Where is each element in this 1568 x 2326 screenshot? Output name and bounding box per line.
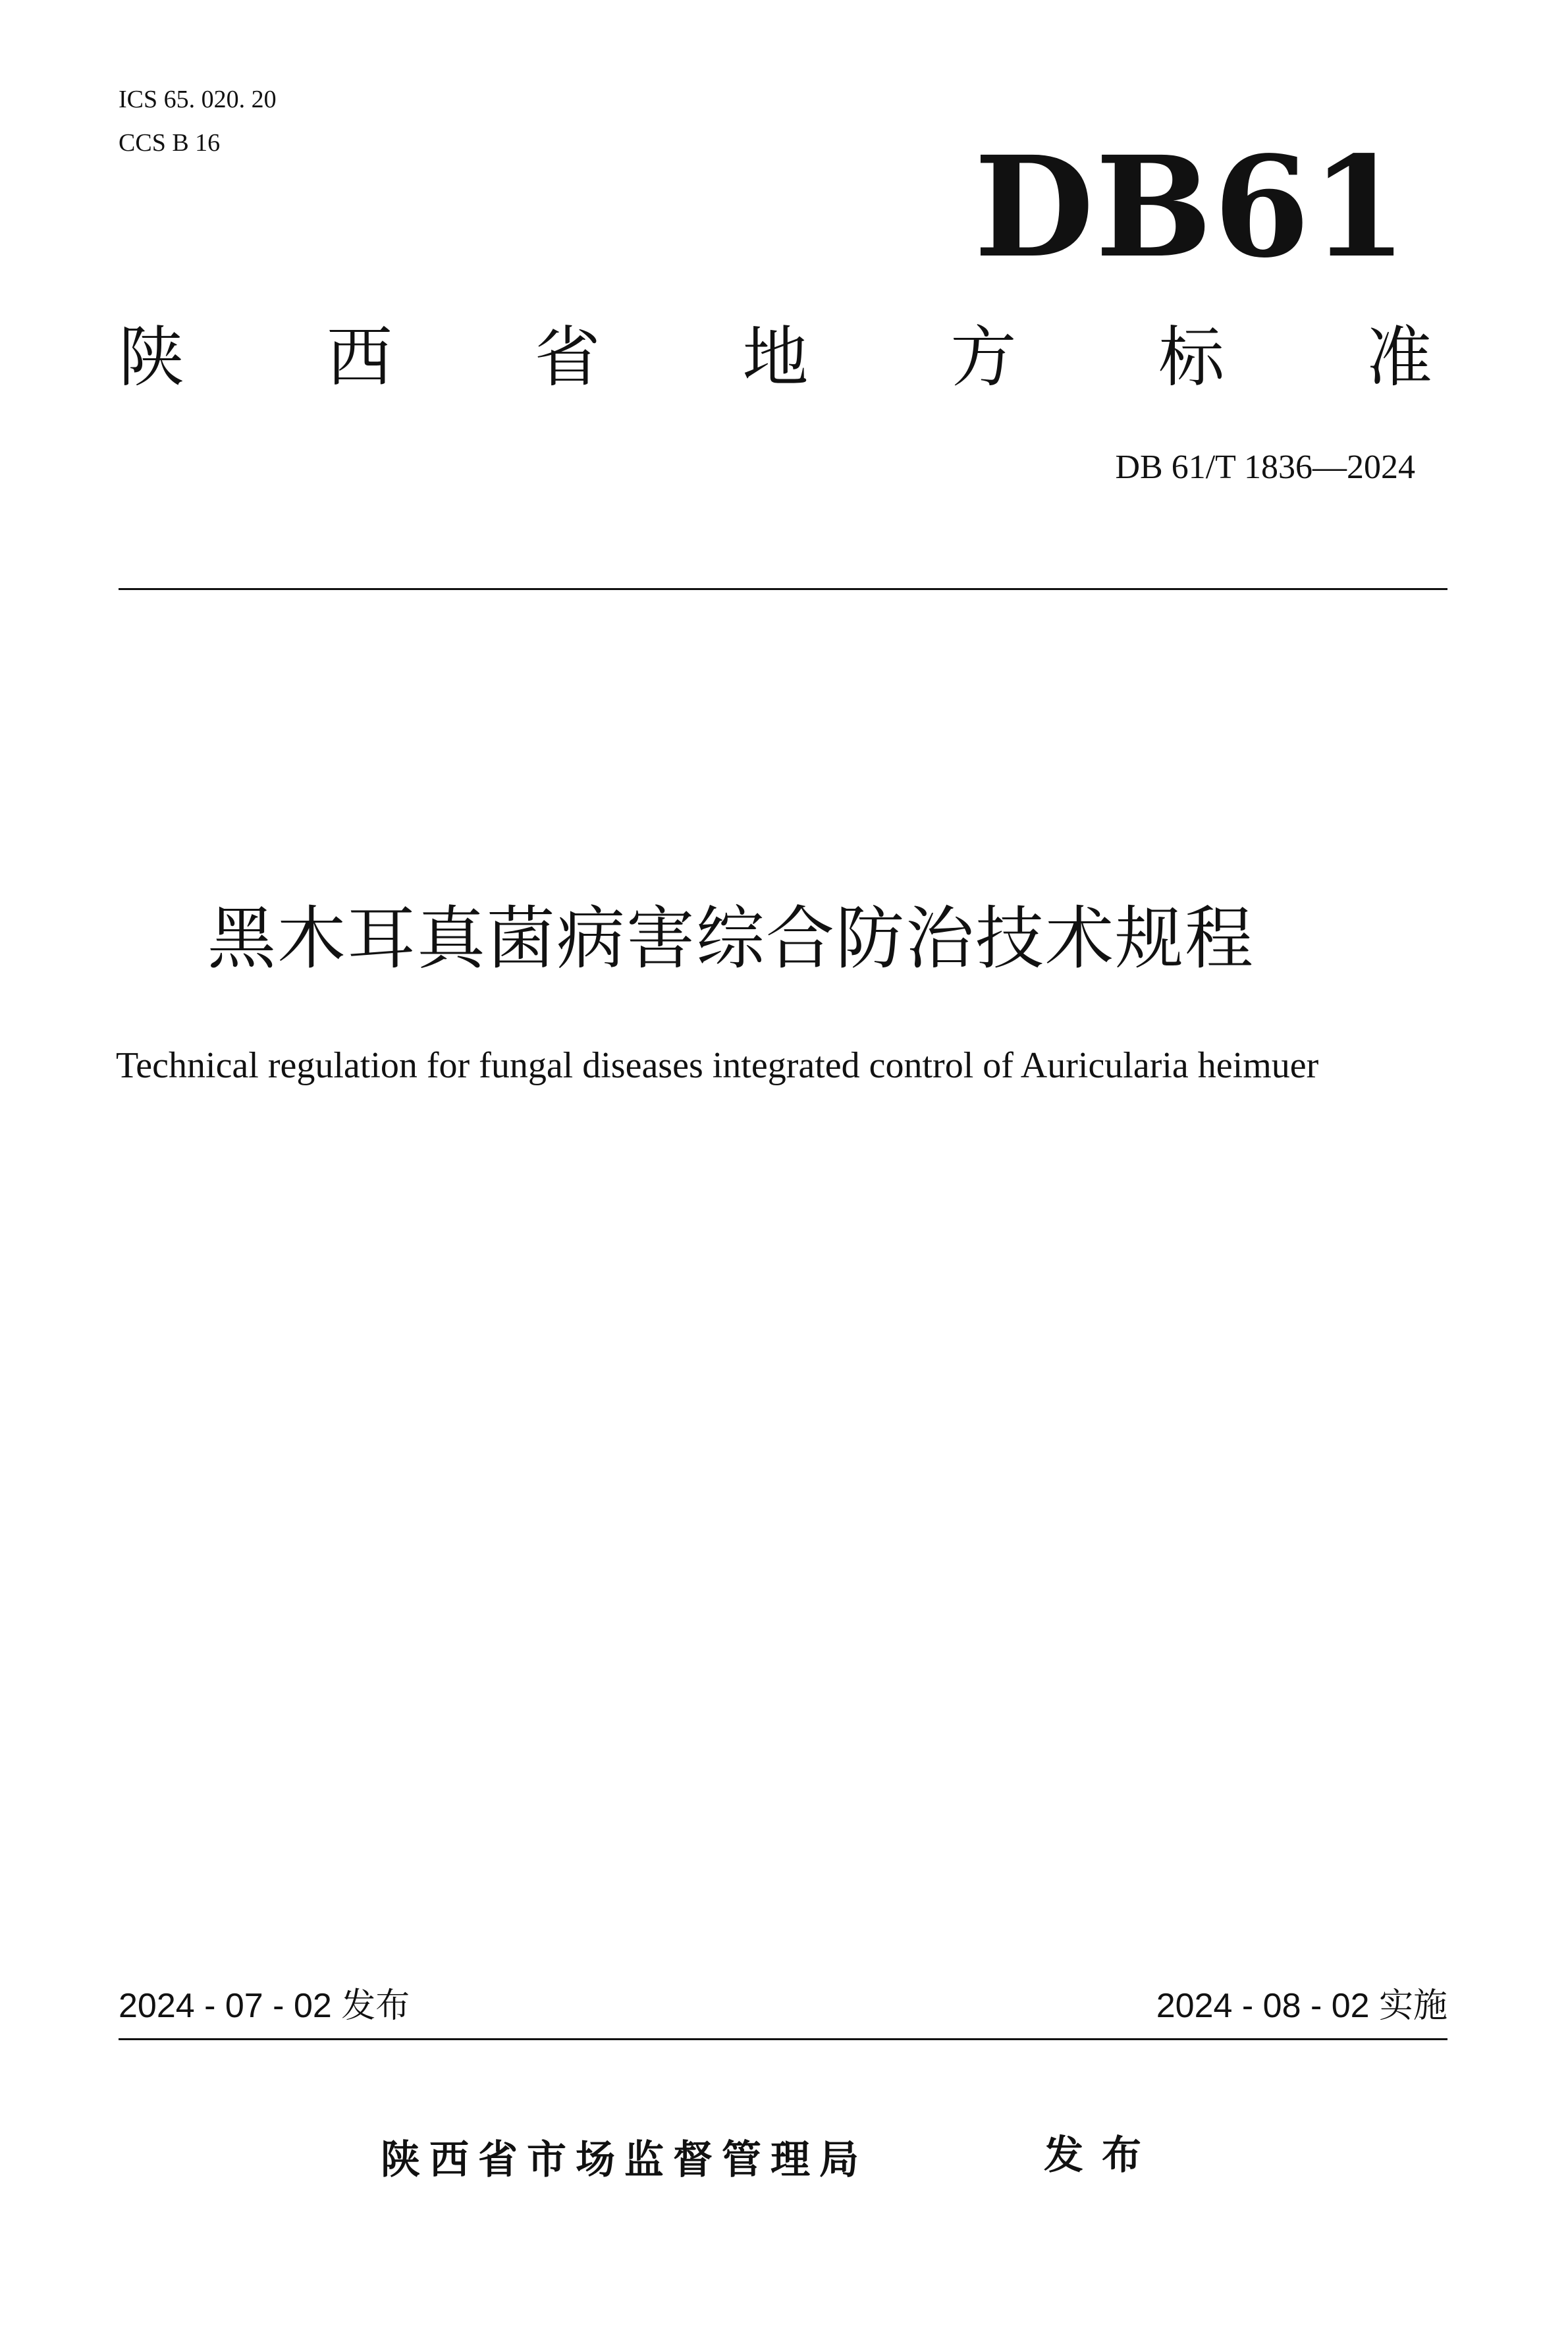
ics-code: ICS 65. 020. 20 [119,86,277,113]
title-english: Technical regulation for fungal diseases integrated control of Auricularia heimuer [116,1045,1319,1086]
standard-number: DB 61/T 1836—2024 [1115,448,1415,486]
issue-date: 2024 - 07 - 02 发布 [119,1987,410,2025]
category-char: 方 [950,319,1017,396]
ccs-code: CCS B 16 [119,129,221,157]
implementation-date: 2024 - 08 - 02 实施 [1156,1987,1447,2025]
issuing-authority: 陕西省市场监督管理局 [381,2137,868,2183]
category-char: 标 [1158,319,1225,396]
title-chinese: 黑木耳真菌病害综合防治技术规程 [207,898,1255,979]
category-char: 陕 [119,319,184,396]
date-divider [119,2038,1447,2040]
category-char: 省 [534,319,601,396]
standard-mark: DB61 [974,126,1409,288]
category-char: 准 [1366,319,1432,396]
category-char: 地 [742,319,809,396]
issuing-action: 发布 [1044,2132,1160,2178]
category-char: 西 [326,319,392,396]
header-divider [119,588,1447,590]
standard-category [119,321,1432,394]
